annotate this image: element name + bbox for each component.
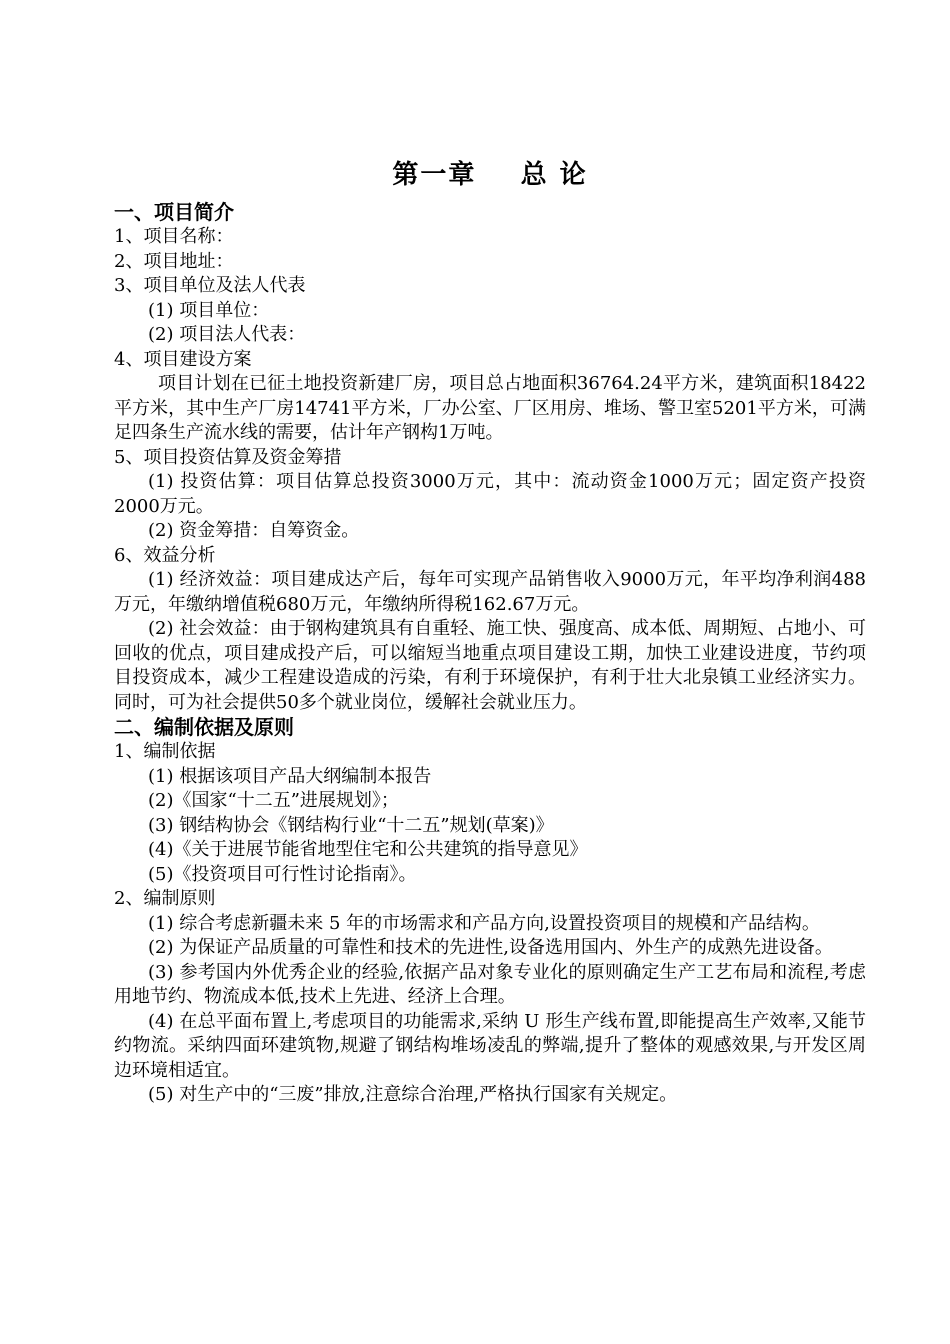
chapter-title: 第一章 总 论 — [392, 160, 588, 190]
section-heading-overview: 一、项目简介 — [114, 200, 234, 224]
principle-paragraph: (5) 对生产中的“三废”排放,注意综合治理,严格执行国家有关规定。 — [148, 1084, 678, 1105]
construction-plan-paragraph: 项目计划在已征土地投资新建厂房，项目总占地面积36764.24平方米，建筑面积18422平方米，其中生产厂房14741平方米，厂办公室、厂区用房、堆场、警卫室5201平方米，可满足四条生产流水线的需要，估计年产钢构1万吨。 — [114, 373, 866, 443]
document-page — [114, 150, 866, 1108]
section-heading-basis: 二、编制依据及原则 — [114, 715, 294, 739]
fund-raising-line: (2) 资金筹措：自筹资金。 — [148, 520, 360, 541]
construction-plan-heading: 4、项目建设方案 — [114, 348, 252, 370]
benefit-analysis-heading: 6、效益分析 — [114, 544, 216, 566]
principle-paragraph: (4) 在总平面布置上,考虑项目的功能需求,采纳 U 形生产线布置,即能提高生产效率,又能节约物流。采纳四面环建筑物,规避了钢结构堆场凌乱的弊端,提升了整体的观感效果,与开发区周边环境相适宜。 — [114, 1010, 866, 1081]
economic-benefit-paragraph: (1) 经济效益：项目建成达产后，每年可实现产品销售收入9000万元，年平均净利润488万元，年缴纳增值税680万元，年缴纳所得税162.67万元。 — [114, 569, 866, 615]
investment-heading: 5、项目投资估算及资金筹措 — [114, 446, 342, 468]
project-address-line: 2、项目地址： — [114, 250, 234, 272]
basis-item: (3) 钢结构协会《钢结构行业“十二五”规划(草案)》 — [148, 814, 554, 836]
basis-item: (5)《投资项目可行性讨论指南》。 — [148, 863, 417, 885]
principle-heading: 2、编制原则 — [114, 888, 216, 909]
social-benefit-paragraph: (2) 社会效益：由于钢构建筑具有自重轻、施工快、强度高、成本低、周期短、占地小、可回收的优点，项目建成投产后，可以缩短当地重点项目建设工期，加快工业建设进度，节约项目投资成本，减少工程建设造成的污染，有利于环境保护，有利于壮大北泉镇工业经济实力。同时，可为社会提供50多个就业岗位，缓解社会就业压力。 — [114, 618, 866, 713]
project-name-line: 1、项目名称： — [114, 226, 234, 247]
basis-item: (2)《国家“十二五”进展规划》； — [148, 790, 399, 811]
principle-paragraph: (2) 为保证产品质量的可靠性和技术的先进性,设备选用国内、外生产的成熟先进设备。 — [148, 937, 833, 958]
project-unit-heading: 3、项目单位及法人代表 — [114, 275, 306, 296]
principle-paragraph: (3) 参考国内外优秀企业的经验,依据产品对象专业化的原则确定生产工艺布局和流程,考虑用地节约、物流成本低,技术上先进、经济上合理。 — [114, 961, 866, 1007]
basis-heading: 1、编制依据 — [114, 741, 216, 762]
principle-paragraph: (1) 综合考虑新疆未来 5 年的市场需求和产品方向,设置投资项目的规模和产品结构。 — [148, 912, 820, 934]
project-unit-line: (1) 项目单位： — [148, 299, 270, 321]
basis-item: (4)《关于进展节能省地型住宅和公共建筑的指导意见》 — [148, 839, 588, 860]
project-legal-rep-line: (2) 项目法人代表： — [148, 324, 306, 345]
investment-estimate-paragraph: (1) 投资估算：项目估算总投资3000万元，其中：流动资金1000万元；固定资产投资2000万元。 — [114, 471, 866, 517]
basis-item: (1) 根据该项目产品大纲编制本报告 — [148, 765, 432, 787]
